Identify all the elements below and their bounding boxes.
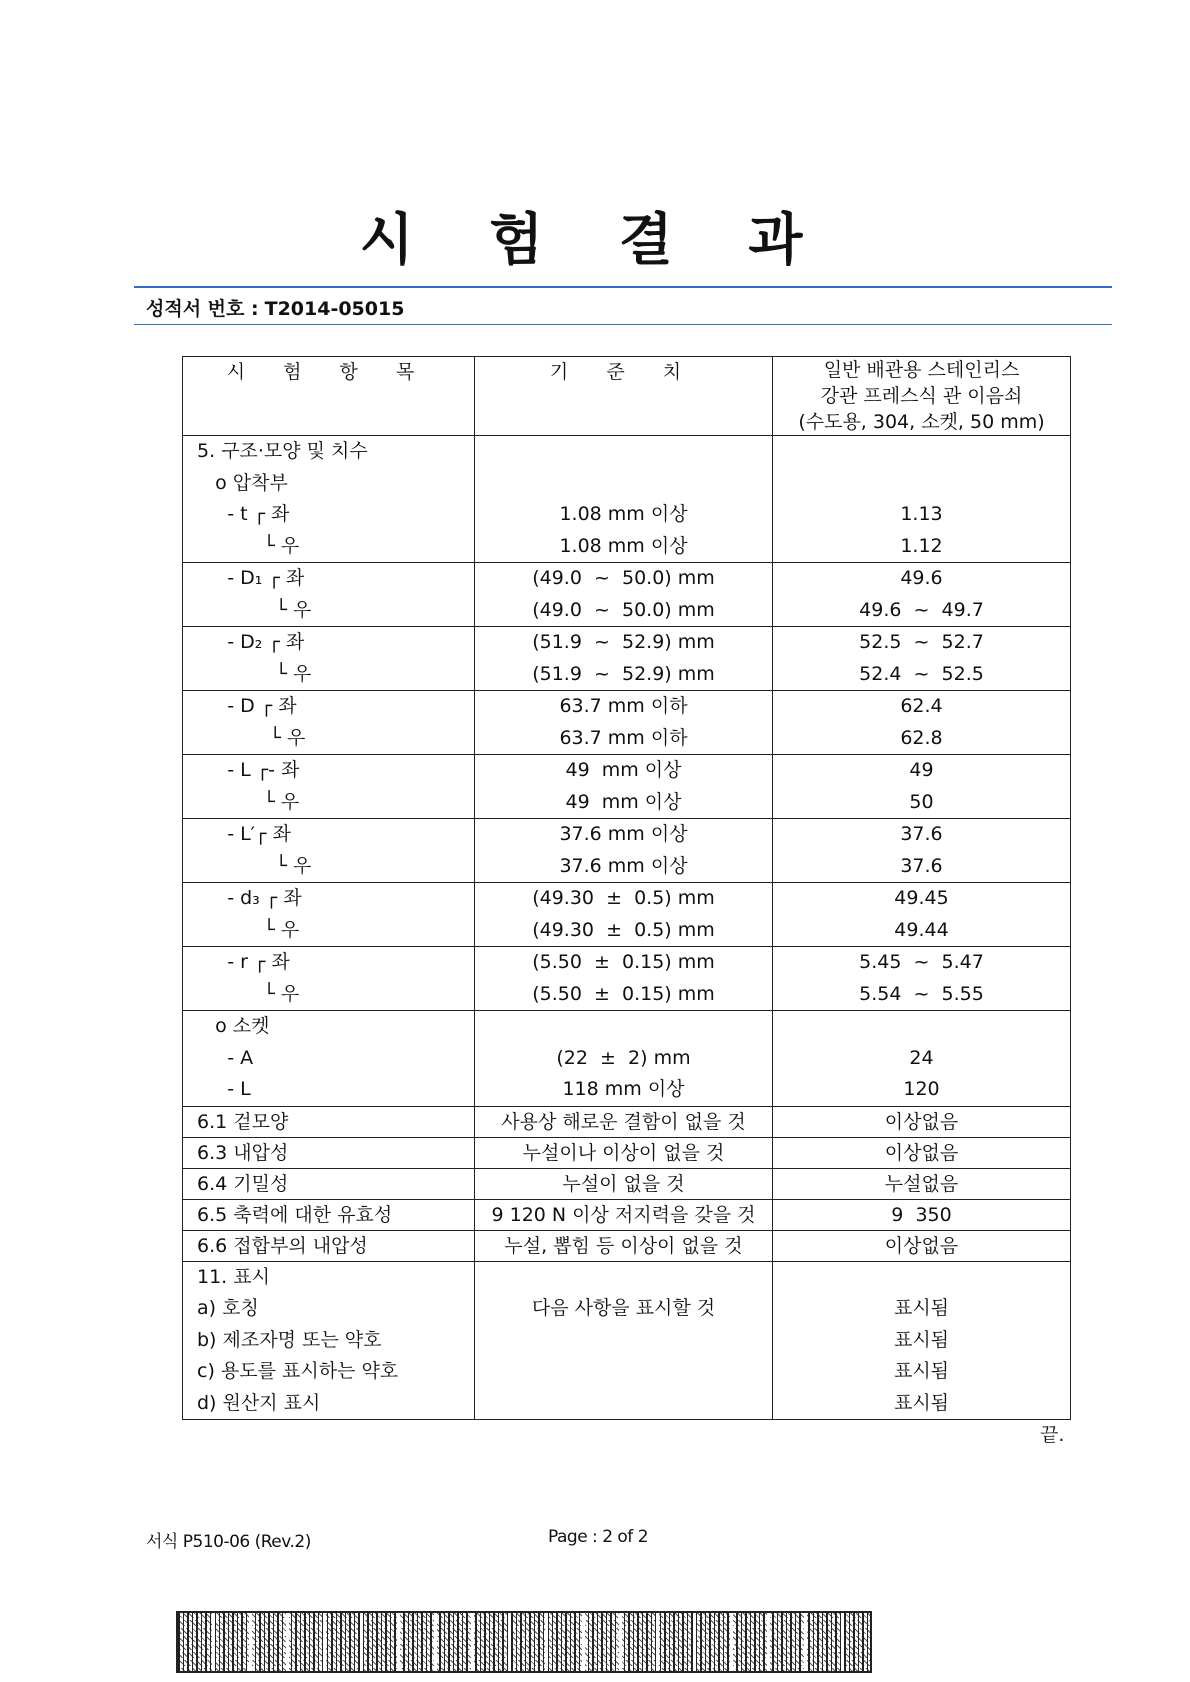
test-item-cell-line: └ 우	[197, 598, 312, 621]
results-table	[182, 356, 1071, 1420]
standard-cell-line	[475, 1325, 772, 1357]
test-item-cell-line: 5. 구조·모양 및 치수	[197, 440, 368, 462]
test-item-cell	[183, 755, 475, 819]
standard-cell	[475, 1199, 773, 1230]
result-cell-line: 이상없음	[884, 1110, 959, 1133]
test-item-cell-line: - r ┌ 좌	[197, 951, 290, 973]
test-item-cell	[183, 883, 475, 947]
result-cell	[773, 1011, 1071, 1107]
result-cell-line: 1.13	[900, 503, 943, 525]
test-item-cell-line: 6.1 겉모양	[197, 1110, 289, 1133]
result-cell	[773, 1106, 1071, 1137]
test-item-cell-line: - D ┌ 좌	[197, 695, 297, 717]
result-cell-line: 49.44	[894, 918, 949, 941]
result-cell	[773, 819, 1071, 883]
result-cell-line: 49.6	[900, 567, 943, 589]
result-cell-line: 누설없음	[884, 1172, 959, 1195]
standard-cell	[475, 1261, 773, 1420]
header-rule-top	[134, 286, 1112, 288]
test-item-cell	[183, 563, 475, 627]
test-item-cell-line: └ 우	[197, 918, 300, 941]
standard-cell-line: (51.9 ~ 52.9) mm	[532, 662, 715, 685]
test-item-cell-line: o 압착부	[197, 471, 288, 494]
standard-cell-line: (5.50 ± 0.15) mm	[532, 951, 715, 973]
standard-cell-line: 다음 사항을 표시할 것	[531, 1297, 716, 1319]
page-number: Page : 2 of 2	[548, 1527, 649, 1547]
test-item-cell-line: d) 원산지 표시	[197, 1391, 321, 1414]
standard-cell-line: (49.30 ± 0.5) mm	[532, 887, 715, 909]
standard-cell-line	[475, 468, 772, 500]
standard-cell	[475, 883, 773, 947]
test-item-cell-line: └ 우	[197, 982, 300, 1005]
result-cell-line: 49.45	[894, 887, 949, 909]
standard-cell-line	[475, 1388, 772, 1420]
header-product	[773, 357, 1071, 436]
result-cell-line: 37.6	[900, 854, 943, 877]
test-item-cell-line: - D₂ ┌ 좌	[197, 631, 305, 653]
standard-cell-line: 누설, 뽑힘 등 이상이 없을 것	[504, 1234, 743, 1257]
standard-cell-line: (51.9 ~ 52.9) mm	[532, 631, 715, 653]
result-cell	[773, 947, 1071, 1011]
result-cell	[773, 691, 1071, 755]
result-cell-line: 5.54 ~ 5.55	[859, 982, 984, 1005]
test-item-cell	[183, 1261, 475, 1420]
test-item-cell	[183, 819, 475, 883]
standard-cell	[475, 819, 773, 883]
result-cell-line	[773, 468, 1070, 500]
result-cell	[773, 1137, 1071, 1168]
test-item-cell-line: o 소켓	[197, 1015, 270, 1037]
table-row	[183, 883, 1071, 947]
result-cell	[773, 1261, 1071, 1420]
test-item-cell-line: └ 우	[197, 854, 312, 877]
standard-cell-line: 118 mm 이상	[562, 1078, 685, 1100]
table-row	[183, 1168, 1071, 1199]
result-cell	[773, 755, 1071, 819]
standard-cell	[475, 1137, 773, 1168]
standard-cell	[475, 1106, 773, 1137]
standard-cell-line: (49.0 ~ 50.0) mm	[532, 567, 715, 589]
certificate-number	[146, 294, 410, 321]
table-row	[183, 1137, 1071, 1168]
table-body	[183, 436, 1071, 1420]
header-product-line: 강관 프레스식 관 이음쇠	[820, 385, 1023, 407]
table-row	[183, 436, 1071, 563]
test-item-cell	[183, 947, 475, 1011]
table-row	[183, 691, 1071, 755]
end-mark: 끝.	[1040, 1424, 1065, 1446]
standard-cell	[475, 1168, 773, 1199]
test-item-cell-line: c) 용도를 표시하는 약호	[197, 1360, 399, 1382]
test-item-cell-line: 11. 표시	[197, 1265, 270, 1288]
standard-cell-line: 63.7 mm 이하	[559, 695, 688, 717]
test-item-cell	[183, 691, 475, 755]
result-cell-line: 52.4 ~ 52.5	[859, 662, 984, 685]
test-item-cell	[183, 436, 475, 563]
test-item-cell-line: - L ┌- 좌	[197, 759, 300, 781]
test-item-cell-line: 6.6 접합부의 내압성	[197, 1234, 368, 1257]
result-cell-line	[773, 436, 1070, 468]
form-number: 서식 P510-06 (Rev.2)	[146, 1532, 311, 1552]
test-item-cell-line: - D₁ ┌ 좌	[197, 567, 305, 589]
test-item-cell	[183, 1199, 475, 1230]
table-row	[183, 1261, 1071, 1420]
standard-cell-line: 9 120 N 이상 저지력을 갖을 것	[491, 1203, 756, 1226]
test-item-cell-line: b) 제조자명 또는 약호	[197, 1328, 382, 1351]
table-row	[183, 627, 1071, 691]
header-product-line: (수도용, 304, 소켓, 50 mm)	[798, 411, 1045, 433]
result-cell-line: 표시됨	[893, 1391, 950, 1414]
result-cell-line: 62.4	[900, 695, 943, 717]
standard-cell-line: 누설이 없을 것	[562, 1172, 685, 1195]
standard-cell-line: 63.7 mm 이하	[559, 726, 688, 749]
test-item-cell-line: 6.4 기밀성	[197, 1172, 289, 1195]
certificate-number-value: T2014-05015	[264, 298, 405, 320]
test-item-cell-line: - t ┌ 좌	[197, 503, 290, 525]
table-row	[183, 1011, 1071, 1107]
standard-cell-line: (5.50 ± 0.15) mm	[532, 982, 715, 1005]
test-item-cell-line: - d₃ ┌ 좌	[197, 887, 302, 909]
standard-cell-line	[475, 436, 772, 468]
result-cell-line: 50	[909, 790, 934, 813]
header-test-item: 시 험 항 목	[183, 357, 475, 436]
table-row	[183, 819, 1071, 883]
test-item-cell	[183, 1011, 475, 1107]
header-product-line: 일반 배관용 스테인리스	[823, 359, 1020, 381]
table-header-row	[183, 357, 1071, 436]
header-rule-bottom	[134, 324, 1112, 325]
standard-cell	[475, 1011, 773, 1107]
result-cell	[773, 1199, 1071, 1230]
test-item-cell	[183, 1137, 475, 1168]
standard-cell-line: 사용상 해로운 결함이 없을 것	[501, 1110, 746, 1133]
result-cell-line: 9 350	[891, 1203, 952, 1226]
result-cell	[773, 1168, 1071, 1199]
result-cell-line: 표시됨	[893, 1297, 950, 1319]
result-cell-line: 표시됨	[893, 1328, 950, 1351]
standard-cell-line: 37.6 mm 이상	[559, 823, 688, 845]
result-cell	[773, 883, 1071, 947]
test-item-cell	[183, 1168, 475, 1199]
test-item-cell	[183, 627, 475, 691]
test-item-cell	[183, 1106, 475, 1137]
standard-cell-line: 49 mm 이상	[565, 759, 682, 781]
barcode-image	[176, 1611, 872, 1673]
standard-cell-line: 49 mm 이상	[565, 790, 682, 813]
standard-cell	[475, 755, 773, 819]
header-standard: 기 준 치	[475, 357, 773, 436]
result-cell-line: 24	[909, 1046, 934, 1069]
standard-cell-line: 37.6 mm 이상	[559, 854, 688, 877]
test-item-cell	[183, 1230, 475, 1261]
standard-cell	[475, 436, 773, 563]
table-row	[183, 755, 1071, 819]
standard-cell	[475, 691, 773, 755]
test-item-cell-line: └ 우	[197, 534, 300, 557]
result-cell-line: 49.6 ~ 49.7	[859, 598, 984, 621]
result-cell	[773, 563, 1071, 627]
result-cell-line: 52.5 ~ 52.7	[859, 631, 984, 653]
result-cell-line: 1.12	[900, 534, 943, 557]
result-cell-line: 62.8	[900, 726, 943, 749]
test-item-cell-line: └ 우	[197, 790, 300, 813]
table-row	[183, 1106, 1071, 1137]
table-row	[183, 1230, 1071, 1261]
result-cell-line	[773, 1262, 1070, 1294]
result-cell-line: 이상없음	[884, 1141, 959, 1164]
test-item-cell-line: - A	[197, 1046, 254, 1069]
standard-cell-line: (49.0 ~ 50.0) mm	[532, 598, 715, 621]
standard-cell	[475, 1230, 773, 1261]
certificate-number-label: 성적서 번호 :	[146, 298, 259, 320]
result-cell	[773, 436, 1071, 563]
standard-cell-line	[475, 1356, 772, 1388]
standard-cell-line: (49.30 ± 0.5) mm	[532, 918, 715, 941]
result-cell	[773, 1230, 1071, 1261]
result-cell-line: 49	[909, 759, 934, 781]
standard-cell-line	[475, 1262, 772, 1294]
test-item-cell-line: └ 우	[197, 726, 306, 749]
result-cell-line: 120	[903, 1078, 940, 1100]
table-row	[183, 947, 1071, 1011]
standard-cell-line: 누설이나 이상이 없을 것	[522, 1141, 725, 1164]
result-cell-line: 이상없음	[884, 1234, 959, 1257]
standard-cell-line: 1.08 mm 이상	[559, 503, 688, 525]
test-item-cell-line: - L	[197, 1078, 251, 1100]
standard-cell-line: 1.08 mm 이상	[559, 534, 688, 557]
page-title: 시 험 결 과	[359, 208, 831, 273]
test-item-cell-line: a) 호칭	[197, 1297, 259, 1319]
table-row	[183, 563, 1071, 627]
standard-cell-line: (22 ± 2) mm	[556, 1046, 691, 1069]
result-cell-line	[773, 1011, 1070, 1043]
result-cell-line: 표시됨	[893, 1360, 950, 1382]
result-cell-line: 5.45 ~ 5.47	[859, 951, 984, 973]
result-cell-line: 37.6	[900, 823, 943, 845]
result-cell	[773, 627, 1071, 691]
test-item-cell-line: └ 우	[197, 662, 312, 685]
test-item-cell-line: - L′┌ 좌	[197, 823, 291, 845]
standard-cell	[475, 563, 773, 627]
table-row	[183, 1199, 1071, 1230]
standard-cell-line	[475, 1011, 772, 1043]
test-item-cell-line: 6.3 내압성	[197, 1141, 289, 1164]
standard-cell	[475, 627, 773, 691]
standard-cell	[475, 947, 773, 1011]
test-item-cell-line: 6.5 축력에 대한 유효성	[197, 1203, 393, 1226]
